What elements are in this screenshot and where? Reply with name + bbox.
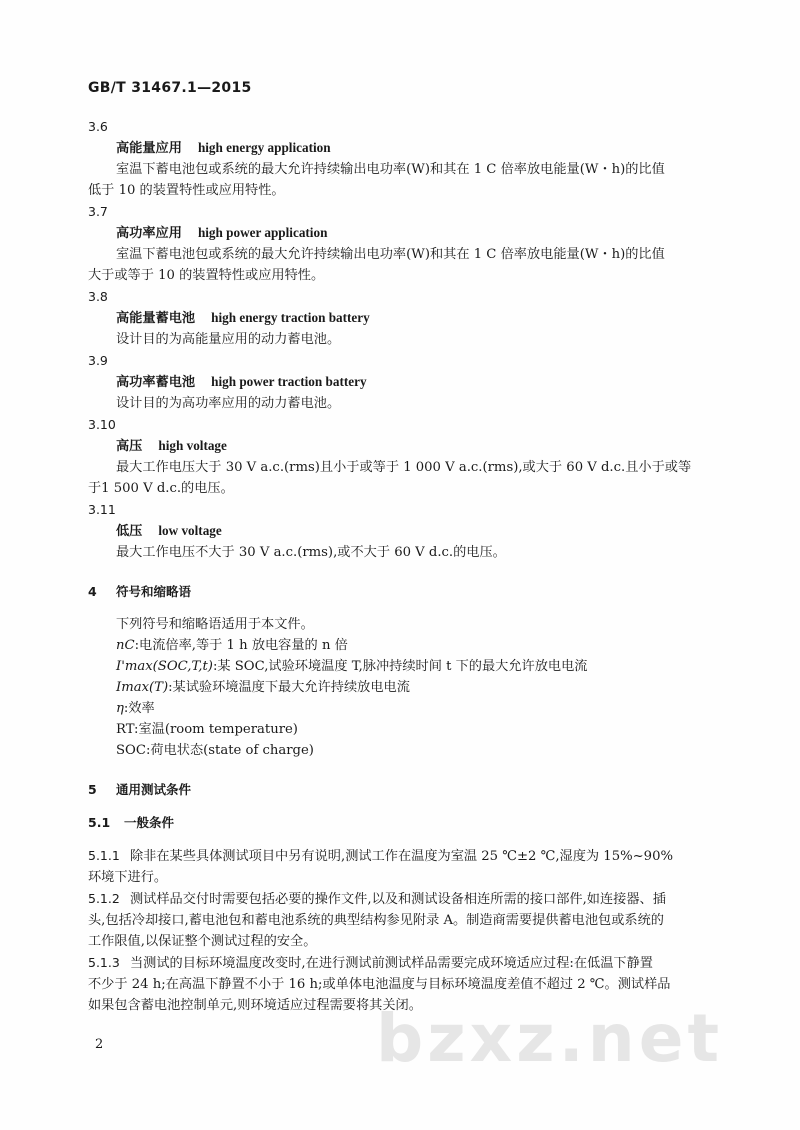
symbol-entry xyxy=(88,698,728,719)
clause-line: 头,包括冷却接口,蓄电池包和蓄电池系统的典型结构参见附录 A。制造商需要提供蓄电池包或系统的 xyxy=(88,913,664,928)
term-number: 3.11 xyxy=(88,502,116,517)
section-title: 符号和缩略语 xyxy=(116,584,192,599)
symbol-description: :电流倍率,等于 1 h 放电容量的 n 倍 xyxy=(134,638,348,653)
subsection-number: 5.1 xyxy=(88,815,111,830)
term-definition-line: 大于或等于 10 的装置特性或应用特性。 xyxy=(88,268,325,283)
term-number: 3.9 xyxy=(88,353,108,368)
clause-line: 除非在某些具体测试项目中另有说明,测试工作在温度为室温 25 ℃±2 ℃,湿度为 15%~90% xyxy=(130,849,673,864)
term-cn: 低压 xyxy=(116,524,143,539)
term-en: low voltage xyxy=(158,523,222,538)
symbol-description: :效率 xyxy=(123,701,155,716)
symbol-description: :某试验环境温度下最大允许持续放电电流 xyxy=(168,680,410,695)
section-5-heading xyxy=(88,779,728,800)
term-cn: 高能量应用 xyxy=(116,141,182,156)
term-definition-line: 最大工作电压大于 30 V a.c.(rms)且小于或等于 1 000 V a.c.(rms),或大于 60 V d.c.且小于或等 xyxy=(116,460,692,475)
symbol: Imax(T) xyxy=(116,680,169,695)
term-number: 3.10 xyxy=(88,417,116,432)
term-definition-line: 室温下蓄电池包或系统的最大允许持续输出电功率(W)和其在 1 C 倍率放电能量(W・h)的比值 xyxy=(116,247,665,262)
clause-5-1-2 xyxy=(88,888,728,952)
symbol-entry xyxy=(88,740,728,761)
section-number: 4 xyxy=(88,584,97,599)
term-en: high power traction battery xyxy=(211,374,367,389)
symbol: RT xyxy=(116,722,135,737)
term-cn: 高功率应用 xyxy=(116,226,182,241)
symbol-description: :室温(room temperature) xyxy=(134,722,298,737)
term-en: high voltage xyxy=(158,438,227,453)
term-number: 3.8 xyxy=(88,289,108,304)
page-body xyxy=(88,116,728,1016)
symbol: SOC xyxy=(116,743,146,758)
clause-line: 工作限值,以保证整个测试过程的安全。 xyxy=(88,934,317,949)
section-number: 5 xyxy=(88,782,97,797)
symbol-description: :荷电状态(state of charge) xyxy=(145,743,314,758)
clause-number: 5.1.2 xyxy=(88,891,120,906)
section-4-heading xyxy=(88,581,728,602)
watermark: bzxz.net xyxy=(376,1000,724,1077)
term-3-10 xyxy=(88,414,728,499)
clause-number: 5.1.3 xyxy=(88,955,120,970)
term-en: high energy application xyxy=(197,140,331,155)
symbol-entry xyxy=(88,635,728,656)
term-definition-line: 设计目的为高功率应用的动力蓄电池。 xyxy=(116,396,341,411)
symbol: η xyxy=(116,701,124,716)
symbol: nC xyxy=(116,638,135,653)
clause-line: 环境下进行。 xyxy=(88,870,168,885)
clause-line: 如果包含蓄电池控制单元,则环境适应过程需要将其关闭。 xyxy=(88,998,422,1013)
term-3-8 xyxy=(88,286,728,350)
section-4-intro: 下列符号和缩略语适用于本文件。 xyxy=(116,617,314,632)
term-definition-line: 最大工作电压不大于 30 V a.c.(rms),或不大于 60 V d.c.的电压。 xyxy=(116,545,506,560)
term-cn: 高功率蓄电池 xyxy=(116,375,196,390)
term-definition-line: 于1 500 V d.c.的电压。 xyxy=(88,481,234,496)
term-en: high power application xyxy=(197,225,328,240)
term-number: 3.7 xyxy=(88,204,108,219)
term-3-11 xyxy=(88,499,728,563)
symbol: I'max(SOC,T,t) xyxy=(116,659,213,674)
clause-5-1-1 xyxy=(88,845,728,888)
term-definition-line: 低于 10 的装置特性或应用特性。 xyxy=(88,183,285,198)
subsection-5-1-heading xyxy=(88,812,728,833)
term-en: high energy traction battery xyxy=(211,310,370,325)
symbol-entry xyxy=(88,677,728,698)
subsection-title: 一般条件 xyxy=(124,815,175,830)
term-number: 3.6 xyxy=(88,119,108,134)
clause-line: 当测试的目标环境温度改变时,在进行测试前测试样品需要完成环境适应过程:在低温下静置 xyxy=(130,956,653,971)
page-number: 2 xyxy=(95,1037,104,1052)
term-definition-line: 设计目的为高能量应用的动力蓄电池。 xyxy=(116,332,341,347)
term-3-9 xyxy=(88,350,728,414)
clause-number: 5.1.1 xyxy=(88,848,120,863)
section-title: 通用测试条件 xyxy=(116,782,192,797)
clause-line: 测试样品交付时需要包括必要的操作文件,以及和测试设备相连所需的接口部件,如连接器、插 xyxy=(130,892,666,907)
standard-number: GB/T 31467.1—2015 xyxy=(88,80,252,96)
term-3-6 xyxy=(88,116,728,201)
clause-line: 不少于 24 h;在高温下静置不小于 16 h;或单体电池温度与目标环境温度差值不超过 2 ℃。测试样品 xyxy=(88,977,671,992)
symbol-entry xyxy=(88,719,728,740)
term-cn: 高能量蓄电池 xyxy=(116,311,196,326)
term-3-7 xyxy=(88,201,728,286)
term-definition-line: 室温下蓄电池包或系统的最大允许持续输出电功率(W)和其在 1 C 倍率放电能量(W・h)的比值 xyxy=(116,162,665,177)
term-cn: 高压 xyxy=(116,439,143,454)
symbol-entry xyxy=(88,656,728,677)
symbol-description: :某 SOC,试验环境温度 T,脉冲持续时间 t 下的最大允许放电电流 xyxy=(212,659,588,674)
